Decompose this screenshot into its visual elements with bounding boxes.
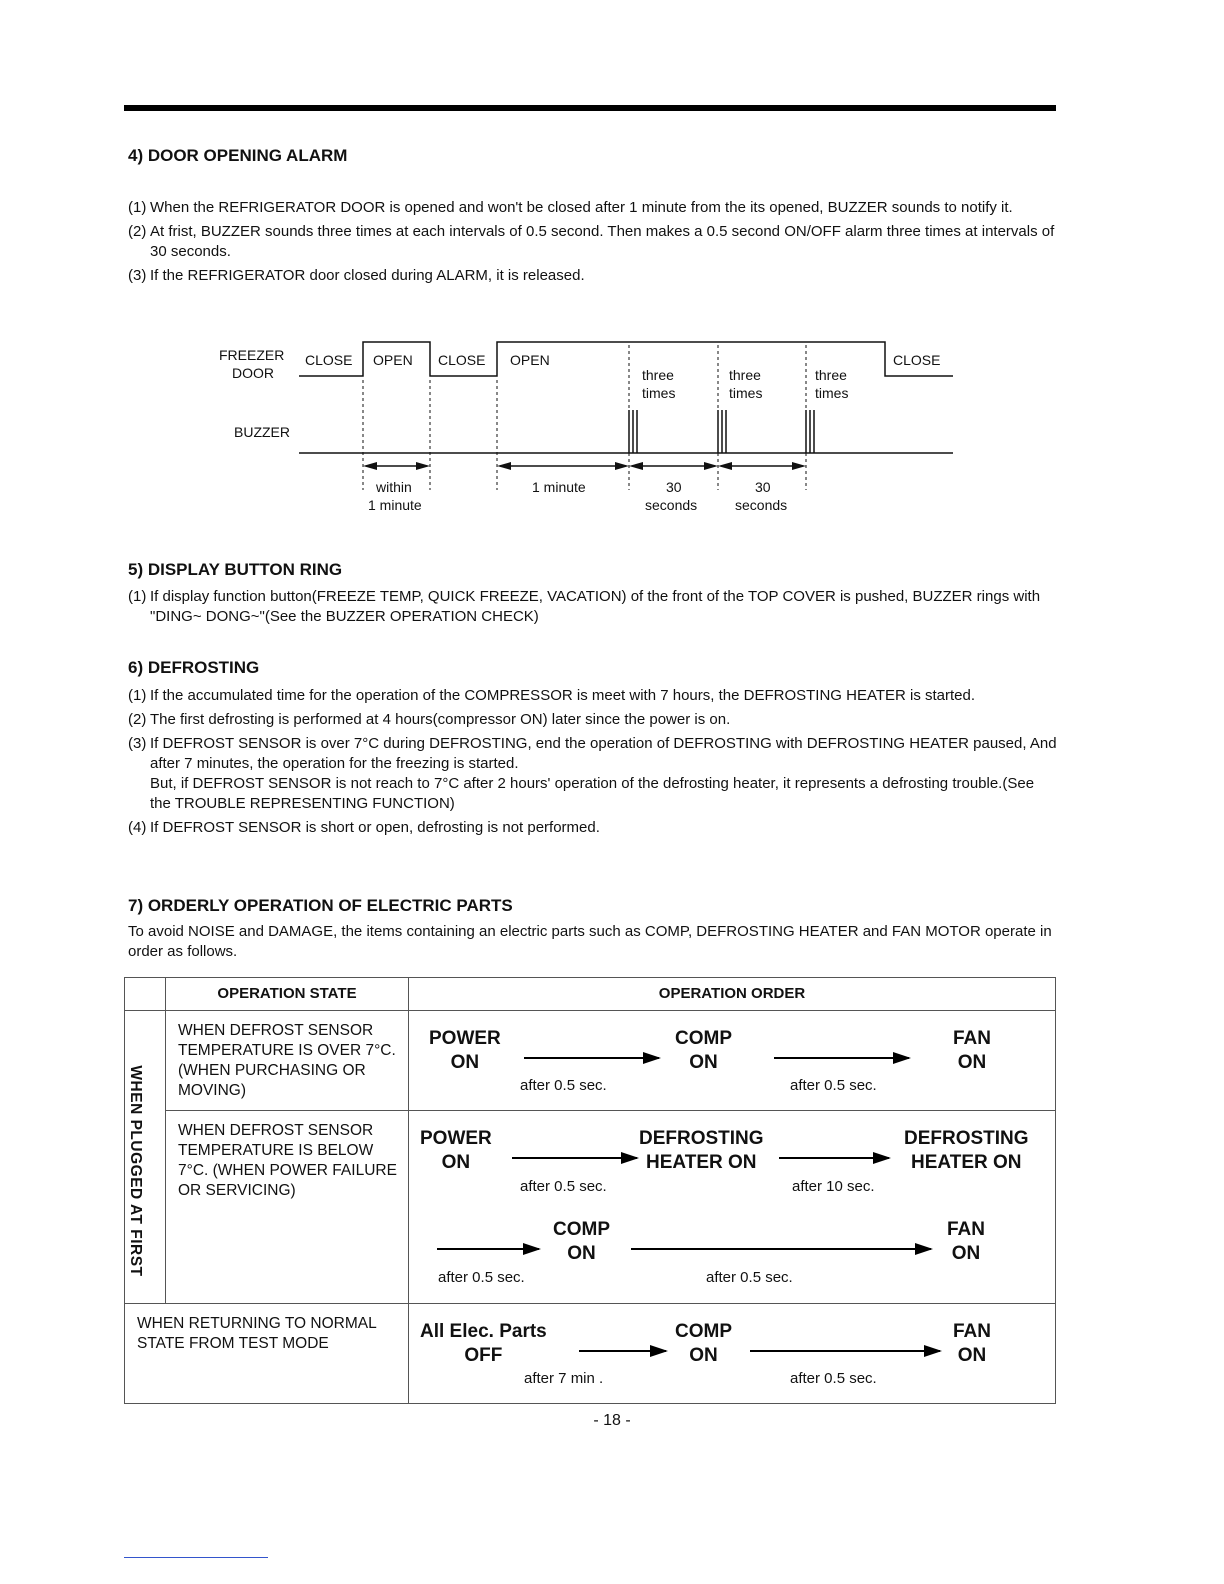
state-close: CLOSE — [305, 352, 353, 368]
three-label: three — [815, 367, 847, 383]
delay-label: after 0.5 sec. — [706, 1269, 793, 1286]
times-label: times — [815, 385, 849, 401]
table-row — [125, 1111, 1056, 1304]
delay-label: after 0.5 sec. — [520, 1077, 607, 1094]
step-line: COMP — [675, 1028, 732, 1049]
display-ring-list — [128, 587, 1058, 631]
step-line: DEFROSTING — [639, 1128, 764, 1149]
section-title-orderly: 7) ORDERLY OPERATION OF ELECTRIC PARTS — [128, 896, 513, 915]
item-number: (3) — [128, 735, 147, 752]
header-operation-state: OPERATION STATE — [166, 978, 409, 1011]
item-text: But, if DEFROST SENSOR is not reach to 7°C after 2 hours' operation of the defrosting heater, it represents a defrosting trouble.(See the TROUBLE REPRESENTING FUNCTION) — [150, 775, 1035, 812]
order-flow — [409, 1011, 1055, 1109]
step-fan — [953, 1320, 991, 1368]
within-minute-label: 1 minute — [368, 497, 422, 513]
step-line: All Elec. Parts — [420, 1321, 547, 1342]
step-fan — [953, 1027, 991, 1075]
list-item — [128, 774, 1058, 814]
delay-label: after 0.5 sec. — [438, 1269, 525, 1286]
step-power — [420, 1127, 492, 1175]
item-text: If display function button(FREEZE TEMP, QUICK FREEZE, VACATION) of the front of the TOP COVER is pushed, BUZZER rings with "DING~ DONG~"(See the BUZZER OPERATION CHECK) — [150, 588, 1041, 625]
door-label: DOOR — [232, 365, 274, 381]
step-line: ON — [689, 1052, 718, 1073]
one-minute-label: 1 minute — [532, 479, 586, 495]
door-alarm-timing-diagram — [0, 0, 1224, 560]
section-title-door-alarm: 4) DOOR OPENING ALARM — [128, 146, 348, 165]
operation-order-table — [124, 977, 1056, 1404]
step-line: POWER — [429, 1028, 501, 1049]
step-comp — [675, 1320, 732, 1368]
delay-label: after 0.5 sec. — [520, 1178, 607, 1195]
state-close: CLOSE — [438, 352, 486, 368]
side-label: WHEN PLUGGED AT FIRST — [127, 1065, 144, 1277]
orderly-intro: To avoid NOISE and DAMAGE, the items containing an electric parts such as COMP, DEFROSTING HEATER and FAN MOTOR operate in order as follows. — [128, 923, 1052, 960]
step-defrost-heater — [639, 1127, 764, 1175]
step-line: ON — [689, 1345, 718, 1366]
seconds-label: seconds — [735, 497, 788, 513]
thirty-label: 30 — [755, 479, 771, 495]
section-title-defrosting: 6) DEFROSTING — [128, 658, 260, 677]
delay-label: after 7 min . — [524, 1370, 604, 1387]
delay-label: after 0.5 sec. — [790, 1077, 877, 1094]
state-cell: WHEN DEFROST SENSOR TEMPERATURE IS OVER 7°C. (WHEN PURCHASING OR MOVING) — [166, 1011, 409, 1111]
step-line: FAN — [953, 1321, 991, 1342]
step-line: ON — [957, 1345, 987, 1366]
item-text: At frist, BUZZER sounds three times at each intervals of 0.5 second. Then makes a 0.5 second ON/OFF alarm three times at intervals of 30 seconds. — [150, 223, 1055, 260]
step-line: HEATER ON — [911, 1152, 1022, 1173]
freezer-label: FREEZER — [219, 347, 285, 363]
step-comp — [553, 1218, 610, 1266]
item-number: (1) — [128, 199, 147, 216]
arrow-right-icon — [750, 1350, 940, 1352]
item-number: (1) — [128, 588, 147, 605]
step-line: ON — [567, 1243, 596, 1264]
step-line: COMP — [675, 1321, 732, 1342]
state-close: CLOSE — [893, 352, 941, 368]
list-item — [128, 818, 1058, 838]
list-item — [128, 587, 1058, 627]
thirty-label: 30 — [666, 479, 682, 495]
arrow-right-icon — [631, 1248, 931, 1250]
state-cell: WHEN RETURNING TO NORMAL STATE FROM TEST MODE — [125, 1304, 409, 1404]
seconds-label: seconds — [645, 497, 698, 513]
times-label: times — [642, 385, 676, 401]
list-item — [128, 734, 1058, 774]
item-number: (2) — [128, 223, 147, 240]
step-line: ON — [441, 1152, 471, 1173]
table-row — [125, 1304, 1056, 1404]
step-line: COMP — [553, 1219, 610, 1240]
page-number: - 18 - — [593, 1412, 631, 1429]
step-defrost-heater — [904, 1127, 1029, 1175]
step-line: OFF — [464, 1345, 503, 1366]
arrow-right-icon — [779, 1157, 889, 1159]
item-number: (3) — [128, 267, 147, 284]
list-item — [128, 686, 1058, 706]
three-label: three — [642, 367, 674, 383]
item-text: If the accumulated time for the operation of the COMPRESSOR is meet with 7 hours, the DEFROSTING HEATER is started. — [150, 687, 976, 704]
three-label: three — [729, 367, 761, 383]
header-operation-order: OPERATION ORDER — [409, 978, 1056, 1011]
step-all-parts — [420, 1320, 547, 1368]
state-open: OPEN — [373, 352, 413, 368]
footer-rule — [124, 1557, 268, 1558]
item-text: The first defrosting is performed at 4 hours(compressor ON) later since the power is on. — [150, 711, 731, 728]
step-line: HEATER ON — [646, 1152, 757, 1173]
arrow-right-icon — [437, 1248, 539, 1250]
state-cell: WHEN DEFROST SENSOR TEMPERATURE IS BELOW 7°C. (WHEN POWER FAILURE OR SERVICING) — [166, 1111, 409, 1304]
list-item — [128, 710, 1058, 730]
step-line: ON — [450, 1052, 480, 1073]
buzzer-label: BUZZER — [234, 424, 290, 440]
step-line: POWER — [420, 1128, 492, 1149]
section-title-display-ring: 5) DISPLAY BUTTON RING — [128, 560, 343, 579]
step-line: DEFROSTING — [904, 1128, 1029, 1149]
item-number: (4) — [128, 819, 147, 836]
item-text: When the REFRIGERATOR DOOR is opened and won't be closed after 1 minute from the its opened, BUZZER sounds to notify it. — [150, 199, 1013, 216]
order-cell — [409, 1111, 1056, 1304]
order-cell — [409, 1011, 1056, 1111]
arrow-right-icon — [579, 1350, 666, 1352]
step-line: FAN — [947, 1219, 985, 1240]
header-blank-cell — [125, 978, 166, 1011]
order-cell — [409, 1304, 1056, 1404]
times-label: times — [729, 385, 763, 401]
arrow-right-icon — [774, 1057, 909, 1059]
step-line: ON — [951, 1243, 981, 1264]
state-open: OPEN — [510, 352, 550, 368]
table-row — [125, 1011, 1056, 1111]
side-label-cell — [125, 1011, 166, 1304]
item-text: If DEFROST SENSOR is short or open, defrosting is not performed. — [150, 819, 600, 836]
delay-label: after 0.5 sec. — [790, 1370, 877, 1387]
order-flow — [409, 1111, 1055, 1303]
item-text: If the REFRIGERATOR door closed during ALARM, it is released. — [150, 267, 585, 284]
arrow-right-icon — [524, 1057, 659, 1059]
item-number: (2) — [128, 711, 147, 728]
step-comp — [675, 1027, 732, 1075]
step-line: ON — [957, 1052, 987, 1073]
delay-label: after 10 sec. — [792, 1178, 875, 1195]
within-label: within — [376, 479, 412, 495]
step-line: FAN — [953, 1028, 991, 1049]
item-number: (1) — [128, 687, 147, 704]
item-text: If DEFROST SENSOR is over 7°C during DEFROSTING, end the operation of DEFROSTING with DEFROSTING HEATER paused, And after 7 minutes, the operation for the freezing is started. — [150, 735, 1057, 772]
arrow-right-icon — [512, 1157, 637, 1159]
step-power — [429, 1027, 501, 1075]
step-fan — [947, 1218, 985, 1266]
defrosting-list — [128, 686, 1058, 842]
order-flow — [409, 1304, 1055, 1402]
table-header-row — [125, 978, 1056, 1011]
